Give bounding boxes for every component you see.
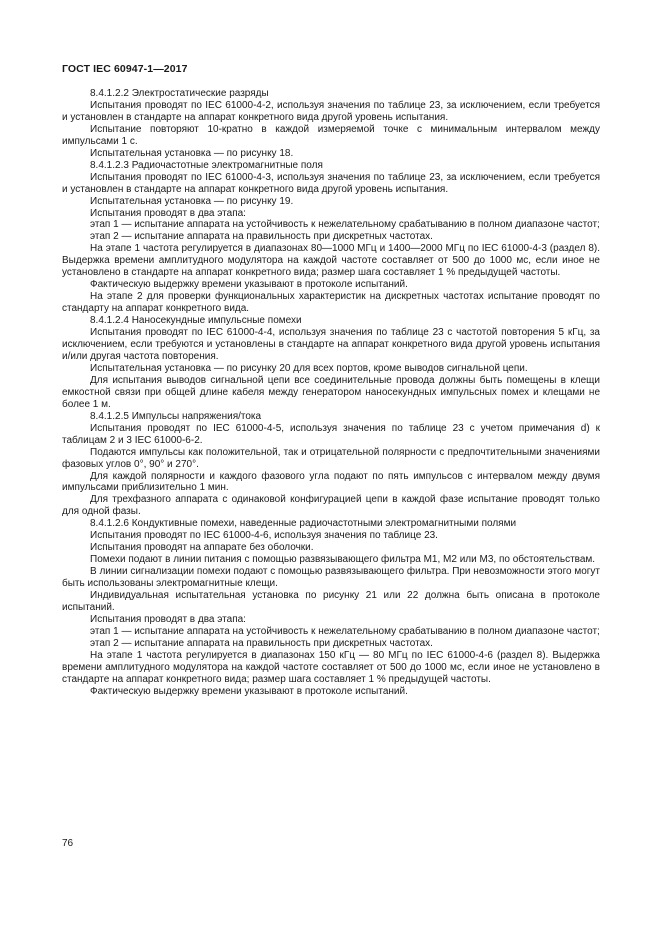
paragraph: В линии сигнализации помехи подают с помощью развязывающего фильтра. При невозможности этого могут быть использованы электромагнитные клещи. xyxy=(62,566,601,590)
paragraph: Для трехфазного аппарата с одинаковой конфигурацией цепи в каждой фазе испытание проводят только для одной фазы. xyxy=(62,494,600,518)
paragraph: этап 2 — испытание аппарата на правильность при дискретных частотах. xyxy=(90,637,433,649)
paragraph: 8.4.1.2.5 Импульсы напряжения/тока xyxy=(90,410,262,422)
paragraph: этап 2 — испытание аппарата на правильность при дискретных частотах. xyxy=(90,231,433,243)
paragraph: Испытание повторяют 10-кратно в каждой измеряемой точке с минимальным интервалом между импульсами 1 с. xyxy=(62,123,600,147)
page-number: 76 xyxy=(62,838,74,849)
paragraph: 8.4.1.2.4 Наносекундные импульсные помехи xyxy=(90,315,302,327)
paragraph: Испытательная установка — по рисунку 20 для всех портов, кроме выводов сигнальной цепи. xyxy=(90,362,528,374)
paragraph: 8.4.1.2.2 Электростатические разряды xyxy=(90,88,269,99)
paragraph: Испытательная установка — по рисунку 18. xyxy=(90,147,294,159)
paragraph: На этапе 1 частота регулируется в диапазонах 150 кГц — 80 МГц по IEC 61000-4-6 (раздел 8). Выдержка времени амплитудного модулятора на каждой частоте составляет от 500 до 1000 мс, если иное не установлено в стандарте на аппарат конкретного вида; размер шага составляет 1 % предыдущей частоты. xyxy=(62,649,600,685)
paragraph: Фактическую выдержку времени указывают в протоколе испытаний. xyxy=(90,685,408,697)
paragraph: Испытания проводят по IEC 61000-4-4, используя значения по таблице 23 с частотой повторения 5 кГц, за исключением, если требуются и установлены в стандарте на аппарат конкретного вида другой уровень испытания и/или другая частота повторения. xyxy=(62,327,600,362)
paragraph: Для испытания выводов сигнальной цепи все соединительные провода должны быть помещены в клещи емкостной связи при общей длине кабеля между генератором наносекундных импульсных помех и клещами не более 1 м. xyxy=(62,374,600,410)
paragraph: Испытательная установка — по рисунку 19. xyxy=(90,195,294,207)
paragraph: этап 1 — испытание аппарата на устойчивость к нежелательному срабатыванию в полном диапазоне частот; xyxy=(90,625,600,637)
paragraph: Испытания проводят на аппарате без оболочки. xyxy=(90,542,314,554)
paragraph: Испытания проводят в два этапа: xyxy=(90,207,246,219)
paragraph: Для каждой полярности и каждого фазового угла подают по пять импульсов с интервалом между двумя импульсами приблизительно 1 мин. xyxy=(62,470,600,494)
paragraph: Фактическую выдержку времени указывают в протоколе испытаний. xyxy=(90,279,408,291)
document-header: ГОСТ IEC 60947-1—2017 xyxy=(62,63,188,75)
paragraph: Испытания проводят в два этапа: xyxy=(90,613,246,625)
paragraph: Испытания проводят по IEC 61000-4-2, используя значения по таблице 23, за исключением, если требуется и установлен в стандарте на аппарат конкретного вида другой уровень испытания. xyxy=(62,99,600,123)
paragraph: Испытания проводят по IEC 61000-4-6, используя значения по таблице 23. xyxy=(90,530,438,542)
paragraph: Подаются импульсы как положительной, так и отрицательной полярности с предпочтительными значениями фазовых углов 0°, 90° и 270°. xyxy=(62,446,600,470)
paragraph: Испытания проводят по IEC 61000-4-3, используя значения по таблице 23, за исключением, если требуется и установлен в стандарте на аппарат конкретного вида другой уровень испытания. xyxy=(62,171,600,195)
paragraph: этап 1 — испытание аппарата на устойчивость к нежелательному срабатыванию в полном диапазоне частот; xyxy=(90,219,600,231)
document-body xyxy=(62,88,600,698)
paragraph: Испытания проводят по IEC 61000-4-5, используя значения по таблице 23 с учетом примечания d) к таблицам 2 и 3 IEC 61000-6-2. xyxy=(62,422,600,446)
paragraph: 8.4.1.2.3 Радиочастотные электромагнитные поля xyxy=(90,159,323,171)
paragraph: На этапе 1 частота регулируется в диапазонах 80—1000 МГц и 1400—2000 МГц по IEC 61000-4-3 (раздел 8). Выдержка времени амплитудного модулятора на каждой частоте составляет от 500 до 1000 мс, если иное не установлено в стандарте на аппарат конкретного вида; размер шага составляет 1 % предыдущей частоты. xyxy=(62,243,600,279)
paragraph: Индивидуальная испытательная установка по рисунку 21 или 22 должна быть описана в протоколе испытаний. xyxy=(62,590,600,613)
paragraph: 8.4.1.2.6 Кондуктивные помехи, наведенные радиочастотными электромагнитными полями xyxy=(90,518,517,530)
paragraph: Помехи подают в линии питания с помощью развязывающего фильтра М1, М2 или М3, по обстоятельствам. xyxy=(90,554,596,566)
paragraph: На этапе 2 для проверки функциональных характеристик на дискретных частотах испытание проводят по стандарту на аппарат конкретного вида. xyxy=(62,291,600,315)
